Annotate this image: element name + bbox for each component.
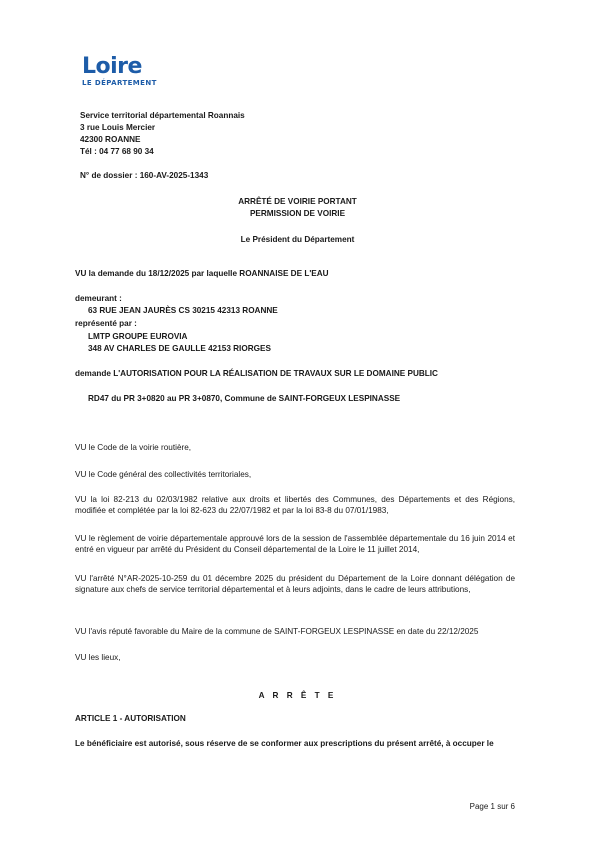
sender-service: Service territorial départemental Roannais (80, 111, 245, 120)
vu-item: VU le Code général des collectivités territoriales, (75, 470, 252, 479)
request-vu: VU la demande du 18/12/2025 par laquelle ROANNAISE DE L'EAU (75, 269, 329, 278)
sender-phone: Tél : 04 77 68 90 34 (80, 147, 154, 156)
representative-address: 348 AV CHARLES DE GAULLE 42153 RIORGES (88, 344, 271, 353)
vu-item: VU le Code de la voirie routière, (75, 443, 192, 452)
article-1-text: Le bénéficiaire est autorisé, sous réserve de se conformer aux prescriptions du présent arrêté, à occuper le (75, 739, 494, 748)
represente-label: représenté par : (75, 319, 137, 328)
sender-city: 42300 ROANNE (80, 135, 141, 144)
president-line: Le Président du Département (240, 235, 355, 244)
article-1-heading: ARTICLE 1 - AUTORISATION (75, 714, 186, 723)
arrete-heading: A R R Ê T E (258, 691, 337, 700)
work-location: RD47 du PR 3+0820 au PR 3+0870, Commune de SAINT-FORGEUX LESPINASSE (88, 394, 401, 403)
requester-address: 63 RUE JEAN JAURÈS CS 30215 42313 ROANNE (88, 306, 278, 315)
vu-item: VU les lieux, (75, 653, 121, 662)
logo-subtitle: LE DÉPARTEMENT (82, 79, 157, 87)
logo-wordmark: Loire (82, 54, 142, 79)
title-line-1: ARRÊTÉ DE VOIRIE PORTANT (238, 197, 357, 206)
vu-item: VU le règlement de voirie départementale approuvé lors de la session de l'assemblée départementale du 16 juin 2014 et entré en vigueur par arrêté du Président du Conseil départemental de la Loire le 11 juillet 2014, (75, 534, 515, 554)
demeurant-label: demeurant : (75, 294, 122, 303)
vu-item: VU la loi 82-213 du 02/03/1982 relative aux droits et libertés des Communes, des Départements et des Régions, modifiée et complétée par la loi 82-623 du 22/07/1982 et par la loi 83-8 du 07/01/1983, (75, 495, 515, 515)
loire-logo (82, 56, 157, 87)
sender-street: 3 rue Louis Mercier (80, 123, 156, 132)
request-demande: demande L'AUTORISATION POUR LA RÉALISATION DE TRAVAUX SUR LE DOMAINE PUBLIC (75, 369, 438, 378)
vu-item: VU l'arrêté N°AR-2025-10-259 du 01 décembre 2025 du président du Département de la Loire donnant délégation de signature aux chefs de service territorial départemental et à leurs adjoints, dans le cadre de leurs attributions, (75, 574, 515, 594)
vu-item: VU l'avis réputé favorable du Maire de la commune de SAINT-FORGEUX LESPINASSE en date du 22/12/2025 (75, 627, 479, 636)
dossier-number: N° de dossier : 160-AV-2025-1343 (80, 171, 209, 180)
representative-name: LMTP GROUPE EUROVIA (88, 332, 188, 341)
page-number: Page 1 sur 6 (469, 802, 515, 811)
title-line-2: PERMISSION DE VOIRIE (249, 209, 346, 218)
